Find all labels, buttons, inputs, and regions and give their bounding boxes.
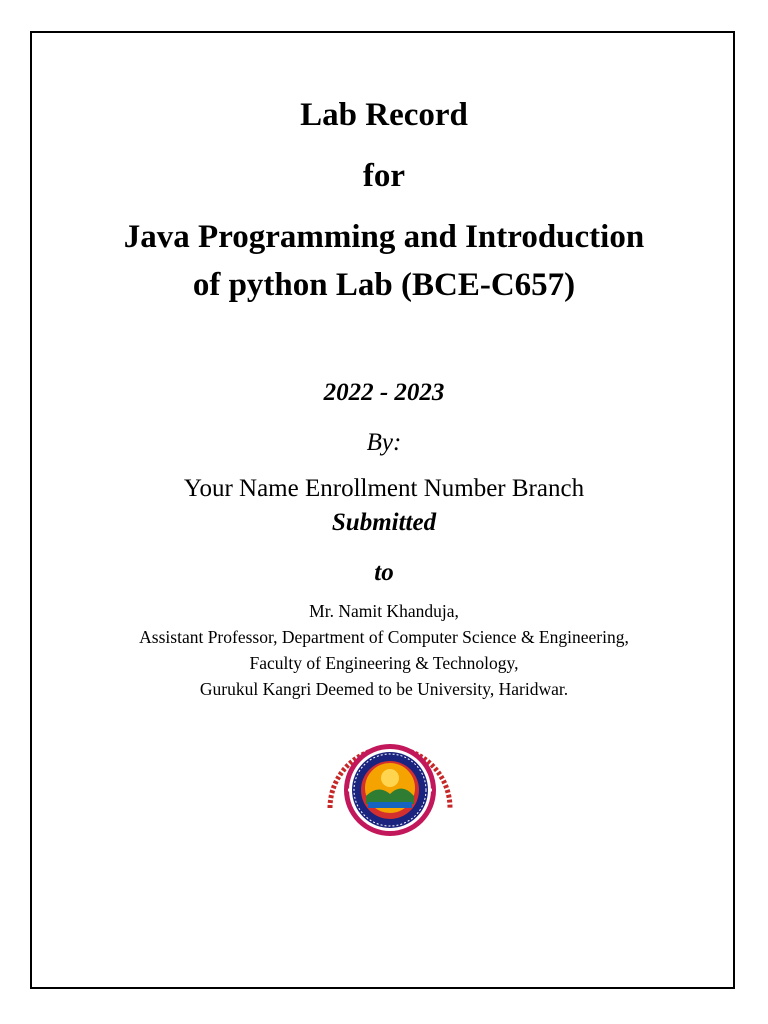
session-years: 2022 - 2023 (323, 379, 445, 406)
faculty-department: Faculty of Engineering & Technology, (249, 653, 519, 673)
seal-star-left (348, 788, 352, 792)
to-label: to (374, 559, 394, 586)
by-label: By: (366, 429, 402, 456)
faculty-university: Gurukul Kangri Deemed to be University, Haridwar. (199, 679, 569, 699)
seal-sun (381, 769, 399, 787)
title-line-2: for (362, 158, 406, 194)
submitted-label: Submitted (331, 509, 437, 536)
seal-star-right (428, 788, 432, 792)
seal-river (368, 802, 412, 808)
university-seal-icon (316, 722, 464, 844)
faculty-designation: Assistant Professor, Department of Computer Science & Engineering, (139, 627, 629, 647)
title-line-4: of python Lab (BCE-C657) (192, 267, 576, 303)
faculty-name: Mr. Namit Khanduja, (309, 601, 459, 621)
student-details: Your Name Enrollment Number Branch (183, 475, 585, 502)
title-line-3: Java Programming and Introduction (123, 219, 645, 255)
title-line-1: Lab Record (300, 97, 468, 133)
